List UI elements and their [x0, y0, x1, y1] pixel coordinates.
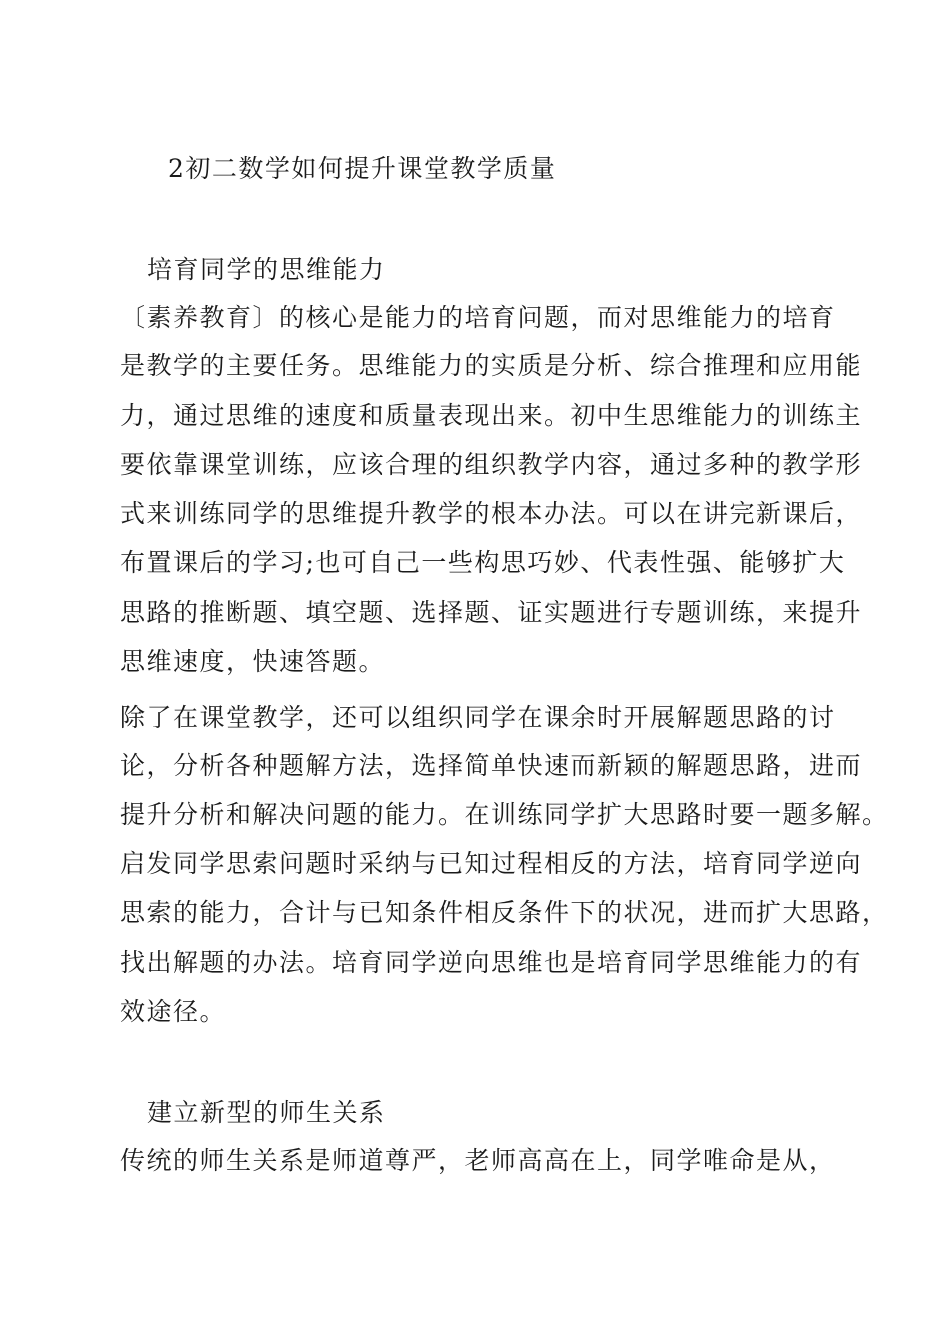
paragraph-line: 要依靠课堂训练，应该合理的组织教学内容，通过多种的教学形 — [120, 450, 863, 479]
paragraph-line: 思维速度，快速答题。 — [120, 647, 386, 676]
paragraph-line: 式来训练同学的思维提升教学的根本办法。可以在讲完新课后， — [120, 499, 863, 528]
paragraph-line: 找出解题的办法。培育同学逆向思维也是培育同学思维能力的有 — [120, 948, 863, 977]
paragraph-line: 启发同学思索问题时采纳与已知过程相反的方法，培育同学逆向 — [120, 849, 863, 878]
section-heading-thinking: 培育同学的思维能力 — [147, 255, 386, 284]
paragraph-line: 提升分析和解决问题的能力。在训练同学扩大思路时要一题多解。 — [120, 800, 889, 829]
document-title: 2初二数学如何提升课堂教学质量 — [168, 154, 557, 183]
paragraph-line: 除了在课堂教学，还可以组织同学在课余时开展解题思路的讨 — [120, 703, 836, 732]
paragraph-line: 传统的师生关系是师道尊严，老师高高在上，同学唯命是从， — [120, 1146, 836, 1175]
paragraph-line: 力，通过思维的速度和质量表现出来。初中生思维能力的训练主 — [120, 401, 863, 430]
paragraph-line: 布置课后的学习;也可自己一些构思巧妙、代表性强、能够扩大 — [120, 548, 846, 577]
paragraph-line: 是教学的主要任务。思维能力的实质是分析、综合推理和应用能 — [120, 351, 863, 380]
paragraph-line: 思路的推断题、填空题、选择题、证实题进行专题训练，来提升 — [120, 598, 863, 627]
section-heading-relationship: 建立新型的师生关系 — [147, 1098, 386, 1127]
paragraph-line: 〔素养教育〕的核心是能力的培育问题，而对思维能力的培育 — [120, 303, 836, 332]
paragraph-line: 思索的能力，合计与已知条件相反条件下的状况，进而扩大思路， — [120, 898, 889, 927]
paragraph-line: 论，分析各种题解方法，选择简单快速而新颖的解题思路，进而 — [120, 751, 863, 780]
paragraph-line: 效途径。 — [120, 997, 227, 1026]
